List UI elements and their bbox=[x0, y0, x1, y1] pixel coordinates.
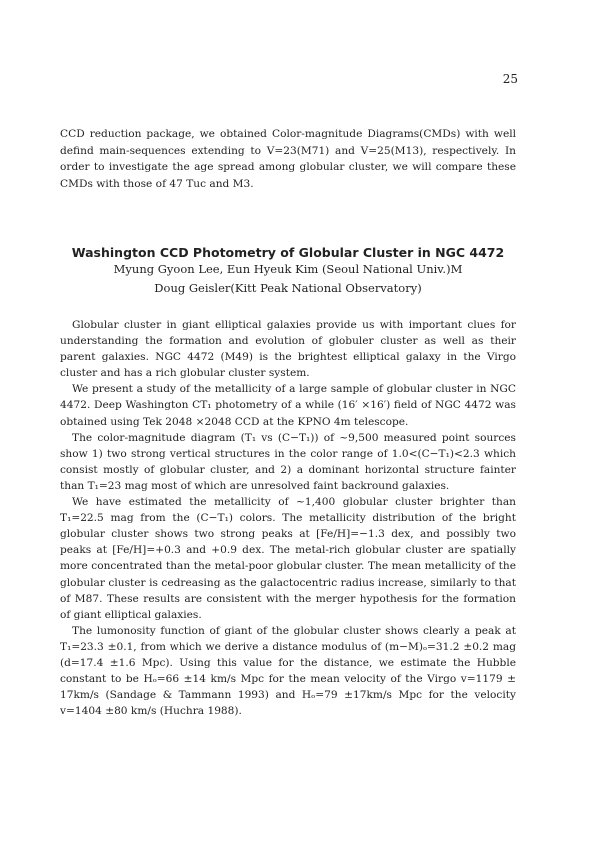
authors-line-1: Myung Gyoon Lee, Eun Hyeuk Kim (Seoul National Univ.)M bbox=[113, 262, 463, 276]
abstract-body bbox=[60, 317, 516, 719]
abstract-paragraph-2: We present a study of the metallicity of a large sample of globular cluster in NGC 4472. Deep Washington CT₁ photometry of a while (16′ ×16′) field of NGC 4472 was obtained using Tek 2048 ×2048 CCD at the KPNO 4m telescope. bbox=[60, 383, 516, 428]
page-number: 25 bbox=[502, 72, 518, 86]
abstract-paragraph-5: The lumonosity function of giant of the globular cluster shows clearly a peak at T₁=23.3 ±0.1, from which we derive a distance modulus of (m−M)ₒ=31.2 ±0.2 mag (d=17.4 ±1.6 Mpc). Using this value for the distance, we estimate the Hubble constant to be Hₒ=66 ±14 km/s Mpc for the mean velocity of the Virgo v=1179 ± 17km/s (Sandage & Tammann 1993) and Hₒ=79 ±17km/s Mpc for the velocity v=1404 ±80 km/s (Huchra 1988). bbox=[60, 624, 516, 718]
article-title: Washington CCD Photometry of Globular Cluster in NGC 4472 bbox=[71, 245, 505, 260]
abstract-paragraph-4: We have estimated the metallicity of ~1,400 globular cluster brighter than T₁=22.5 mag from the (C−T₁) colors. The metallicity distribution of the bright globular cluster shows two strong peaks at [Fe/H]=−1.3 dex, and possibly two peaks at [Fe/H]=+0.3 and +0.9 dex. The metal-rich globular cluster are spatially more concentrated than the metal-poor globular cluster. The mean metallicity of the globular cluster is cedreasing as the galactocentric radius increase, similarly to that of M87. These results are consistent with the merger hypothesis for the formation of giant elliptical galaxies. bbox=[60, 496, 516, 621]
authors-line-2: Doug Geisler(Kitt Peak National Observatory) bbox=[154, 281, 422, 295]
abstract-paragraph-3: The color-magnitude diagram (T₁ vs (C−T₁)) of ~9,500 measured point sources show 1) two strong vertical structures in the color range of 1.0<(C−T₁)<2.3 which consist mostly of globular cluster, and 2) a dominant horizontal structure fainter than T₁=23 mag most of which are unresolved faint backround galaxies. bbox=[60, 431, 516, 492]
abstract-paragraph-1: Globular cluster in giant elliptical galaxies provide us with important clues for understanding the formation and evolution of globuler cluster as well as their parent galaxies. NGC 4472 (M49) is the brightest elliptical galaxy in the Virgo cluster and has a rich globular cluster system. bbox=[60, 319, 516, 380]
article-header bbox=[60, 245, 516, 298]
intro-paragraph: CCD reduction package, we obtained Color-magnitude Diagrams(CMDs) with well defind main-sequences extending to V=23(M71) and V=25(M13), respectively. In order to investigate the age spread among globular cluster, we will compare these CMDs with those of 47 Tuc and M3. bbox=[60, 128, 516, 190]
